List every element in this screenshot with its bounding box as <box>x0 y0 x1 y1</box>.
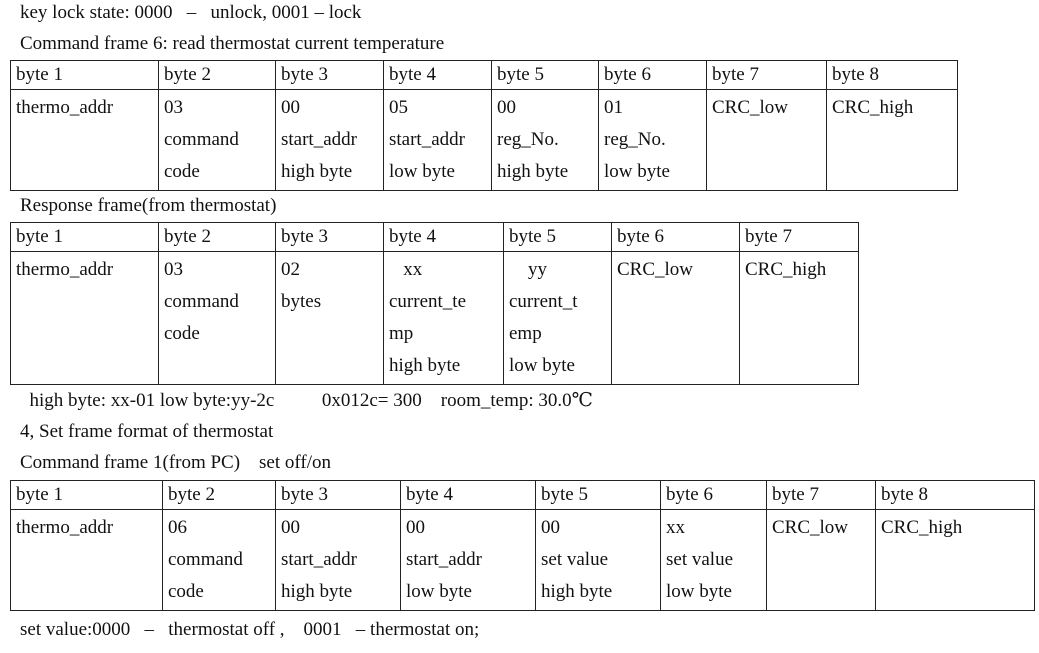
table-cell <box>159 252 276 385</box>
cell-line: low byte <box>604 161 670 182</box>
header-cell: byte 1 <box>11 61 159 90</box>
command-frame-1-table <box>10 480 1035 611</box>
cell-line: thermo_addr <box>16 97 114 118</box>
table-row <box>11 90 958 191</box>
table-cell <box>11 510 163 611</box>
cell-line: CRC_high <box>832 97 914 118</box>
header-cell: byte 6 <box>661 481 767 510</box>
header-cell: byte 2 <box>159 223 276 252</box>
cell-line: low byte <box>509 355 575 376</box>
header-cell: byte 4 <box>384 61 492 90</box>
cell-line: high byte <box>281 581 353 602</box>
cell-line: thermo_addr <box>16 517 114 538</box>
cell-line: code <box>164 323 200 344</box>
table-header-row <box>11 223 859 252</box>
cell-line: low byte <box>406 581 472 602</box>
header-cell: byte 6 <box>599 61 707 90</box>
cell-line: 00 <box>497 97 516 118</box>
table-cell <box>276 90 384 191</box>
high-low-byte-note: high byte: xx-01 low byte:yy-2c 0x012c= 300 room_temp: 30.0℃ <box>20 390 593 411</box>
header-cell: byte 3 <box>276 223 384 252</box>
table-cell <box>767 510 876 611</box>
table-cell <box>159 90 276 191</box>
table-cell <box>276 252 384 385</box>
table-cell <box>11 252 159 385</box>
table-cell <box>536 510 661 611</box>
cell-line: high byte <box>281 161 353 182</box>
header-cell: byte 5 <box>504 223 612 252</box>
header-cell: byte 3 <box>276 481 401 510</box>
cell-line: code <box>164 161 200 182</box>
table-header-row <box>11 61 958 90</box>
command-frame-6-title: Command frame 6: read thermostat current temperature <box>20 33 445 54</box>
response-frame-title: Response frame(from thermostat) <box>20 195 277 216</box>
cell-line: CRC_low <box>617 259 694 280</box>
cell-line: high byte <box>497 161 569 182</box>
cell-line: current_te <box>389 291 467 312</box>
cell-line: high byte <box>541 581 613 602</box>
cell-line: 03 <box>164 259 183 280</box>
cell-line: 02 <box>281 259 300 280</box>
table-cell <box>612 252 740 385</box>
table-cell <box>661 510 767 611</box>
cell-line: start_addr <box>406 549 482 570</box>
table-cell <box>599 90 707 191</box>
header-cell: byte 3 <box>276 61 384 90</box>
cell-line: 00 <box>541 517 560 538</box>
header-cell: byte 8 <box>827 61 958 90</box>
header-cell: byte 7 <box>707 61 827 90</box>
header-cell: byte 4 <box>401 481 536 510</box>
cell-line: 05 <box>389 97 408 118</box>
table-cell <box>504 252 612 385</box>
cell-line: set value <box>541 549 609 570</box>
cell-line: xx <box>666 517 685 538</box>
cell-line: start_addr <box>281 129 357 150</box>
cell-line: high byte <box>389 355 461 376</box>
header-cell: byte 1 <box>11 223 159 252</box>
table-row <box>11 510 1035 611</box>
cell-line: CRC_high <box>745 259 827 280</box>
cell-line: start_addr <box>281 549 357 570</box>
header-cell: byte 5 <box>492 61 599 90</box>
section-4-heading: 4, Set frame format of thermostat <box>20 421 274 442</box>
table-cell <box>384 90 492 191</box>
cell-line: set value <box>666 549 734 570</box>
table-cell <box>492 90 599 191</box>
cell-line: CRC_high <box>881 517 963 538</box>
cell-line: mp <box>389 323 414 344</box>
cell-line: 06 <box>168 517 187 538</box>
cell-line: start_addr <box>389 129 465 150</box>
header-cell: byte 5 <box>536 481 661 510</box>
set-value-note: set value:0000 – thermostat off , 0001 – thermostat on; <box>20 619 480 640</box>
command-frame-6-table <box>10 60 958 191</box>
cell-line: emp <box>509 323 542 344</box>
table-cell <box>827 90 958 191</box>
cell-line: yy <box>509 259 547 280</box>
header-cell: byte 7 <box>740 223 859 252</box>
table-cell <box>876 510 1035 611</box>
table-cell <box>11 90 159 191</box>
cell-line: current_t <box>509 291 578 312</box>
response-frame-table <box>10 222 859 385</box>
table-row <box>11 252 859 385</box>
header-cell: byte 4 <box>384 223 504 252</box>
cell-line: command <box>168 549 243 570</box>
header-cell: byte 6 <box>612 223 740 252</box>
cell-line: CRC_low <box>712 97 789 118</box>
header-cell: byte 1 <box>11 481 163 510</box>
cell-line: xx <box>389 259 423 280</box>
header-cell: byte 2 <box>159 61 276 90</box>
table-header-row <box>11 481 1035 510</box>
cell-line: low byte <box>666 581 732 602</box>
table-cell <box>740 252 859 385</box>
cell-line: command <box>164 129 239 150</box>
table-cell <box>707 90 827 191</box>
cell-line: bytes <box>281 291 322 312</box>
header-cell: byte 2 <box>163 481 276 510</box>
table-cell <box>384 252 504 385</box>
cell-line: code <box>168 581 204 602</box>
command-frame-1-title: Command frame 1(from PC) set off/on <box>20 452 331 473</box>
cell-line: reg_No. <box>604 129 666 150</box>
cell-line: 00 <box>406 517 425 538</box>
table-cell <box>401 510 536 611</box>
header-cell: byte 7 <box>767 481 876 510</box>
header-cell: byte 8 <box>876 481 1035 510</box>
table-cell <box>163 510 276 611</box>
key-lock-state-text: key lock state: 0000 – unlock, 0001 – lock <box>20 2 362 23</box>
cell-line: 01 <box>604 97 623 118</box>
cell-line: 00 <box>281 517 300 538</box>
table-cell <box>276 510 401 611</box>
cell-line: CRC_low <box>772 517 849 538</box>
cell-line: 03 <box>164 97 183 118</box>
cell-line: reg_No. <box>497 129 559 150</box>
cell-line: low byte <box>389 161 455 182</box>
cell-line: command <box>164 291 239 312</box>
cell-line: 00 <box>281 97 300 118</box>
cell-line: thermo_addr <box>16 259 114 280</box>
